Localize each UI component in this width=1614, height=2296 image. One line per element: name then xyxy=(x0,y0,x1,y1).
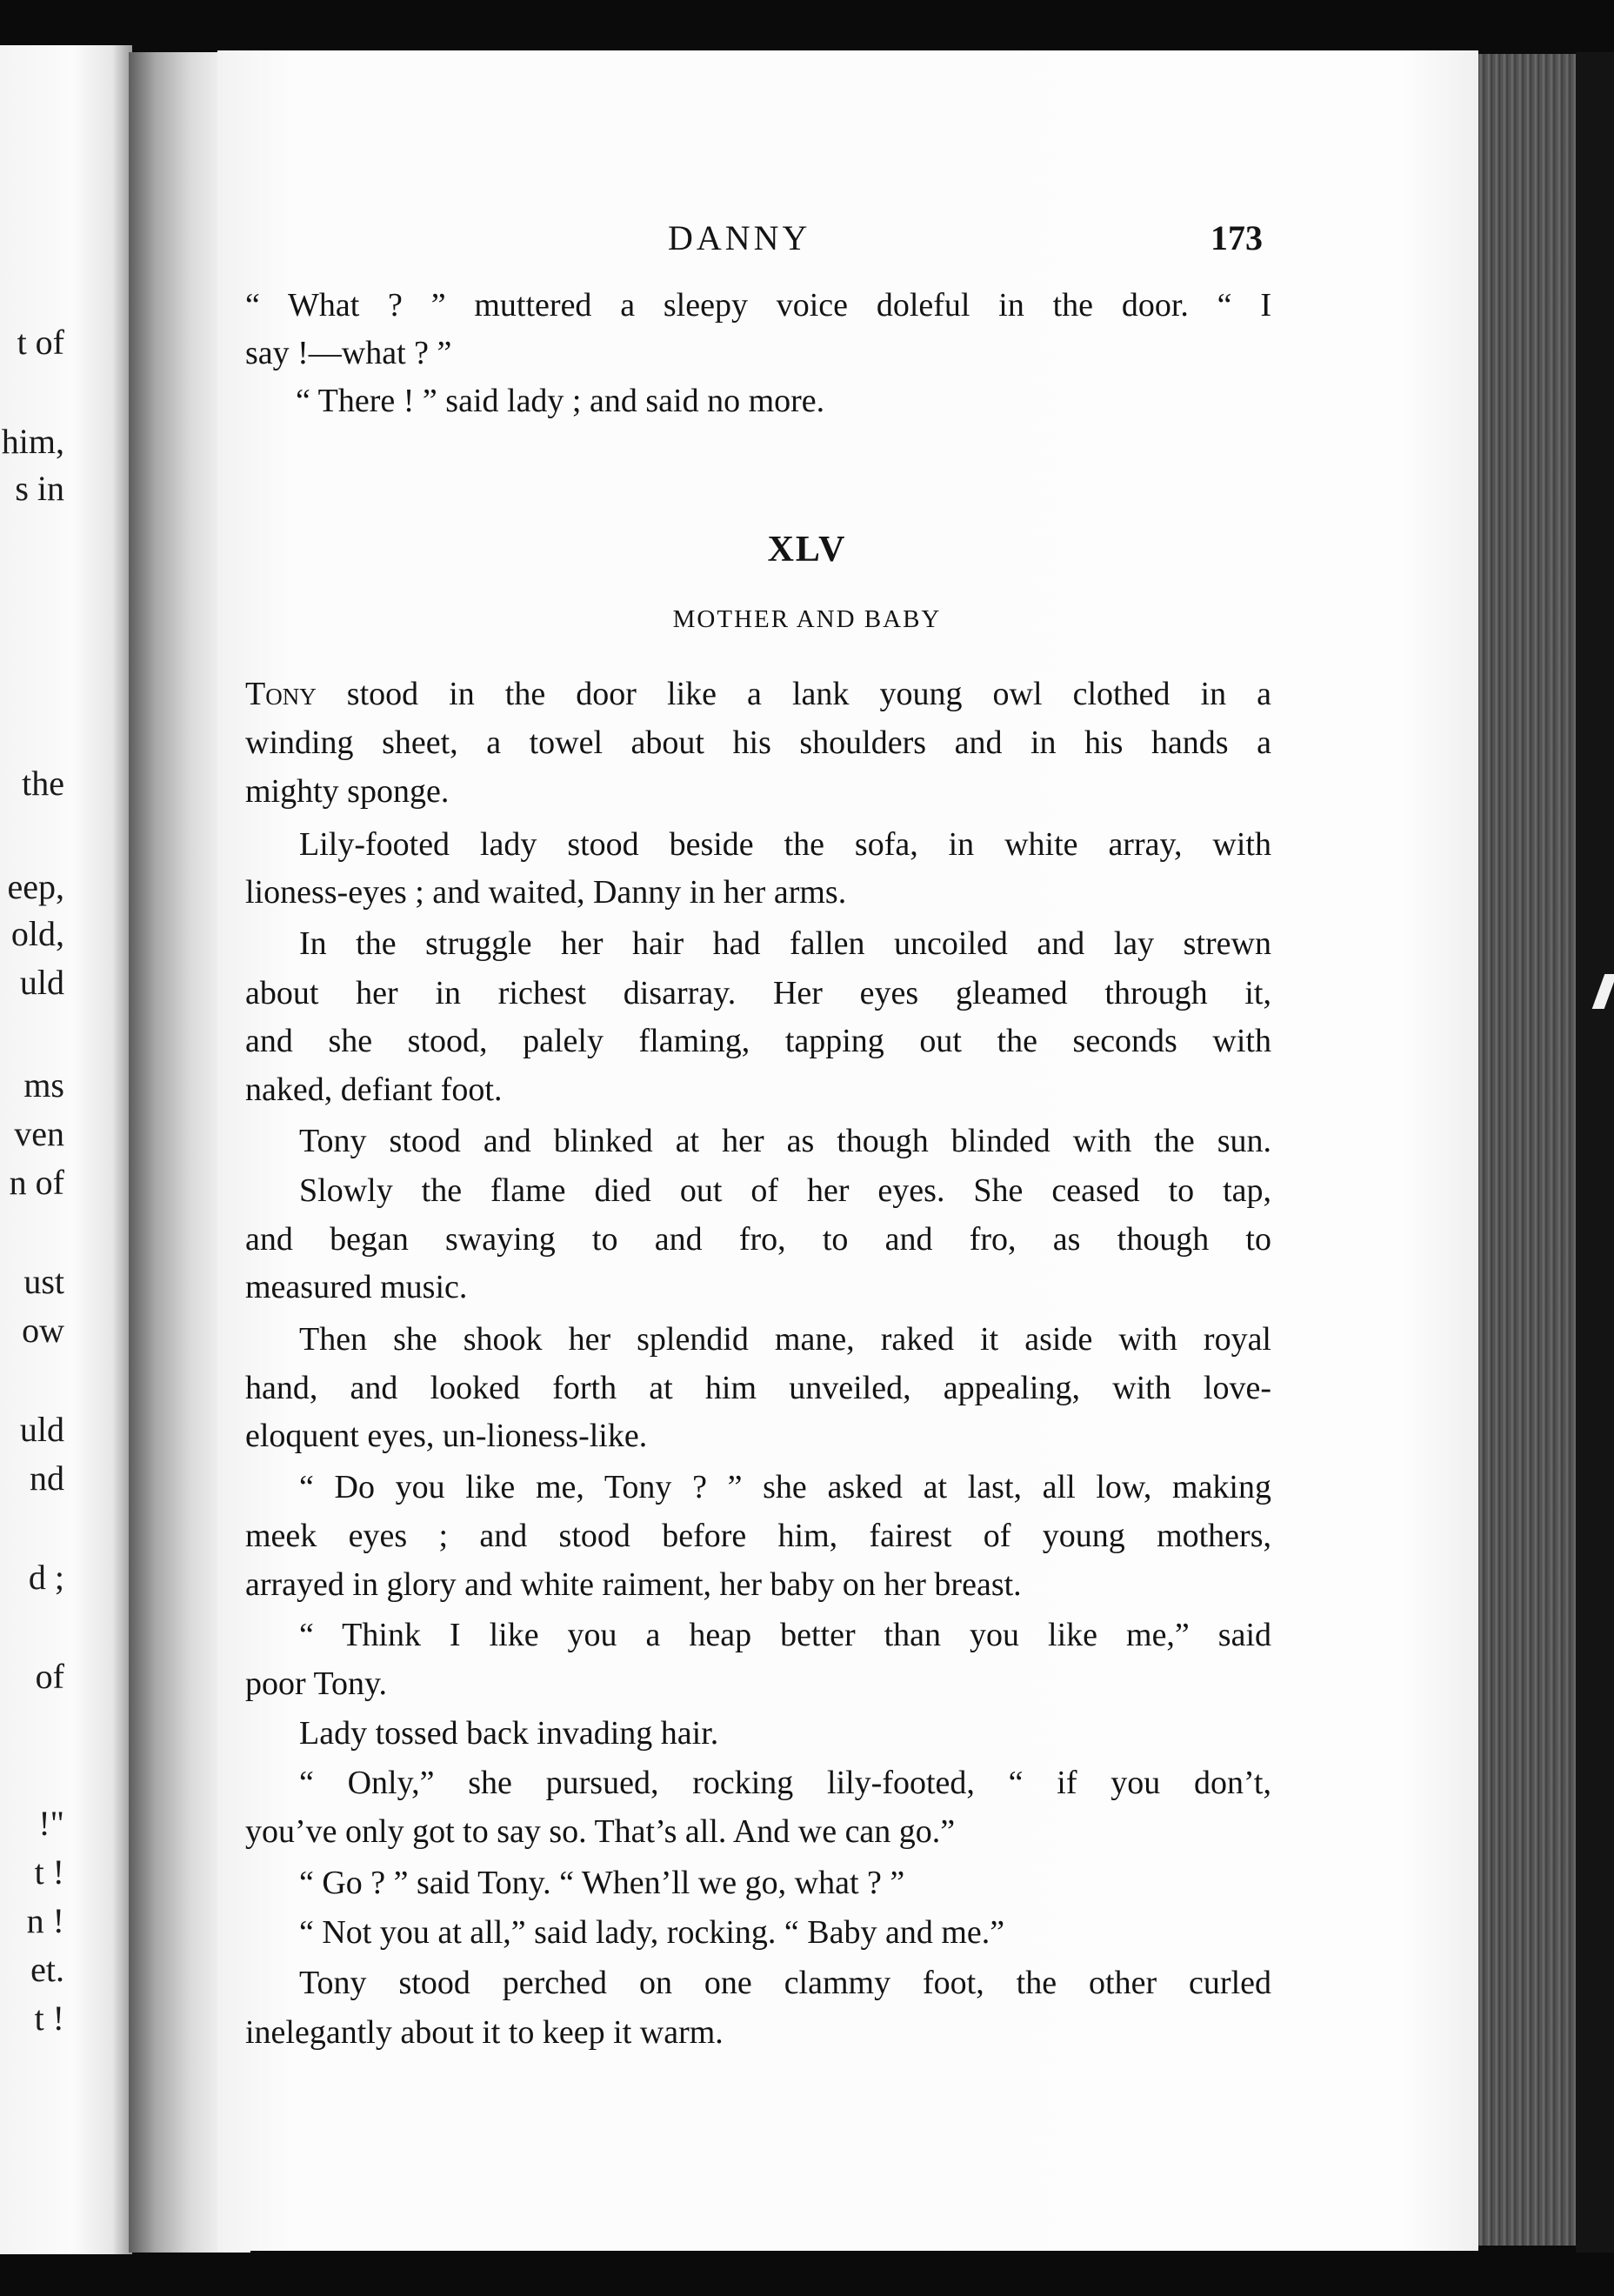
left-page-fragment: et. xyxy=(30,1950,64,1989)
left-page-fragment: uld xyxy=(19,963,64,1002)
drop-word: Tony xyxy=(245,676,317,712)
text-line: poor Tony. xyxy=(245,1665,388,1702)
left-page-fragment: old, xyxy=(10,914,64,953)
text-line: measured music. xyxy=(245,1269,468,1305)
left-page-fragment: of xyxy=(35,1657,64,1696)
left-page-fragment: s in xyxy=(15,469,64,508)
text-line: Lily-footed lady stood beside the sofa, in white array, with xyxy=(299,826,1271,863)
running-head xyxy=(0,217,1614,261)
left-page-fragment: the xyxy=(22,764,64,803)
text-line: about her in richest disarray. Her eyes gleamed through it, xyxy=(245,975,1271,1011)
line-text: stood in the door like a lank young owl clothed in a xyxy=(316,676,1271,712)
left-page-fragment: t ! xyxy=(34,1999,64,2038)
text-line xyxy=(245,677,1271,711)
text-line: Then she shook her splendid mane, raked it aside with royal xyxy=(299,1321,1271,1358)
text-line: “ Only,” she pursued, rocking lily-footed, “ if you don’t, xyxy=(299,1765,1271,1801)
text-line: “ Go ? ” said Tony. “ When’ll we go, what ? ” xyxy=(299,1865,905,1901)
left-page-fragment: n ! xyxy=(26,1901,64,1940)
text-line: say !—what ? ” xyxy=(245,335,452,371)
text-line: lioness-eyes ; and waited, Danny in her arms. xyxy=(245,874,847,911)
left-page-fragment: ms xyxy=(23,1065,64,1105)
page-number: 173 xyxy=(1210,218,1263,257)
left-page-fragment: d ; xyxy=(28,1558,64,1597)
text-line: Lady tossed back invading hair. xyxy=(299,1715,719,1752)
text-line: naked, defiant foot. xyxy=(245,1071,503,1108)
left-page-fragment: n of xyxy=(9,1163,64,1202)
text-line: “ Think I like you a heap better than you like me,” said xyxy=(299,1617,1271,1653)
text-line: inelegantly about it to keep it warm. xyxy=(245,2014,724,2051)
text-line: “ What ? ” muttered a sleepy voice doleful in the door. “ I xyxy=(245,287,1271,324)
chapter-title: MOTHER AND BABY xyxy=(672,605,942,633)
text-line: “ There ! ” said lady ; and said no more. xyxy=(296,383,825,419)
left-page-fragment: ow xyxy=(22,1311,64,1350)
left-page-fragment: t of xyxy=(17,323,64,362)
text-line: mighty sponge. xyxy=(245,773,450,810)
left-page-fragment: ust xyxy=(23,1262,64,1301)
left-page-fragment: eep, xyxy=(7,867,64,906)
text-line: “ Not you at all,” said lady, rocking. “ Baby and me.” xyxy=(299,1914,1005,1951)
text-line: hand, and looked forth at him unveiled, appealing, with love- xyxy=(245,1370,1271,1406)
text-line: and she stood, palely flaming, tapping out the seconds with xyxy=(245,1023,1271,1059)
text-line: you’ve only got to say so. That’s all. And we can go.” xyxy=(245,1813,956,1850)
chapter-number: XLV xyxy=(767,530,847,570)
page-edges xyxy=(1478,54,1576,2246)
text-line: eloquent eyes, un-lioness-like. xyxy=(245,1418,648,1454)
running-title: DANNY xyxy=(668,218,811,257)
book-cover-edge xyxy=(1576,52,1614,2253)
text-line: winding sheet, a towel about his shoulders and in his hands a xyxy=(245,724,1271,761)
left-page-fragment: uld xyxy=(19,1410,64,1449)
left-facing-page xyxy=(0,45,132,2254)
left-page-fragment: him, xyxy=(1,422,64,461)
text-line: In the struggle her hair had fallen uncoiled and lay strewn xyxy=(299,925,1271,962)
left-page-fragment: !" xyxy=(38,1804,64,1843)
text-line: arrayed in glory and white raiment, her baby on her breast. xyxy=(245,1566,1022,1603)
text-line: and began swaying to and fro, to and fro, as though to xyxy=(245,1221,1271,1258)
left-page-fragment: ven xyxy=(14,1114,64,1153)
left-page-fragment: nd xyxy=(30,1458,64,1498)
text-line: Tony stood perched on one clammy foot, the other curled xyxy=(299,1965,1271,2001)
text-line: “ Do you like me, Tony ? ” she asked at last, all low, making xyxy=(299,1469,1271,1505)
text-line: Tony stood and blinked at her as though blinded with the sun. xyxy=(299,1123,1271,1159)
text-line: meek eyes ; and stood before him, fairest of young mothers, xyxy=(245,1518,1271,1554)
text-line: Slowly the flame died out of her eyes. She ceased to tap, xyxy=(299,1172,1271,1209)
left-page-fragment: t ! xyxy=(34,1852,64,1892)
